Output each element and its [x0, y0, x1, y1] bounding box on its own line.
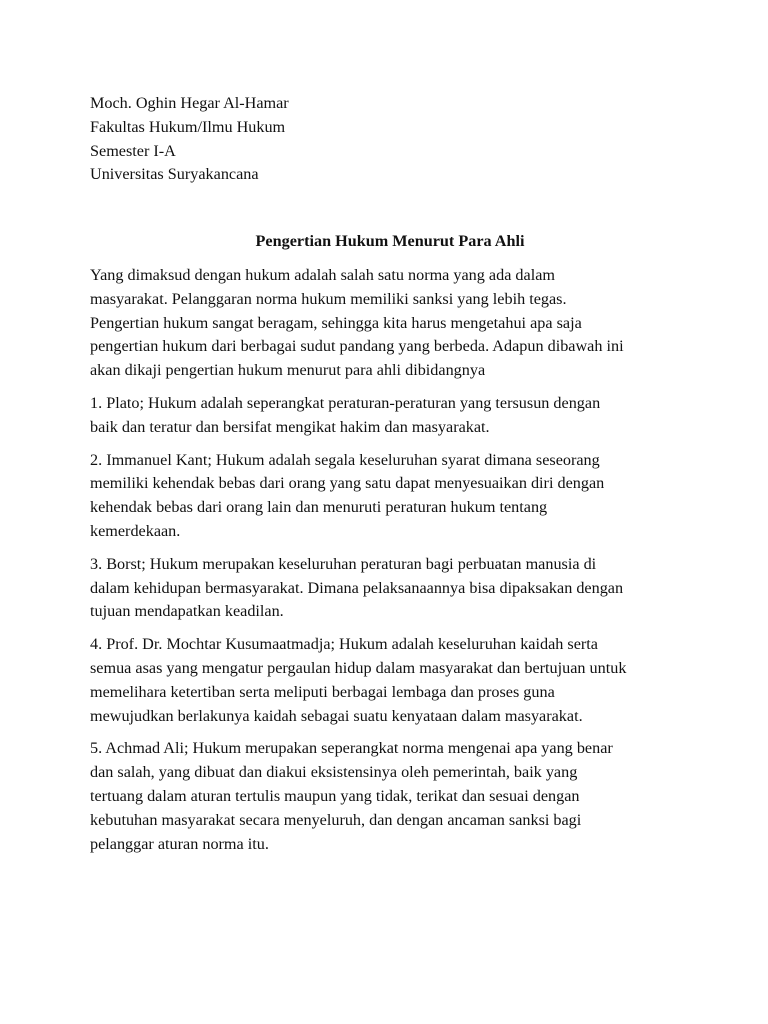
item-line: 1. Plato; Hukum adalah seperangkat peraturan-peraturan yang tersusun dengan: [90, 393, 601, 412]
item-line: memelihara ketertiban serta meliputi berbagai lembaga dan proses guna: [90, 682, 555, 701]
intro-line: Yang dimaksud dengan hukum adalah salah satu norma yang ada dalam: [90, 265, 555, 284]
author-name: Moch. Oghin Hegar Al-Hamar: [90, 94, 289, 112]
item-line: semua asas yang mengatur pergaulan hidup dalam masyarakat dan bertujuan untuk: [90, 658, 627, 677]
item-line: baik dan teratur dan bersifat mengikat hakim dan masyarakat.: [90, 417, 490, 436]
university-line: Universitas Suryakancana: [90, 165, 259, 184]
item-line: kemerdekaan.: [90, 521, 181, 540]
intro-paragraph: [90, 264, 690, 383]
definition-item-kusumaatmadja: [90, 633, 690, 728]
author-header: [90, 92, 690, 187]
definition-item-plato: [90, 392, 690, 440]
intro-line: akan dikaji pengertian hukum menurut para ahli dibidangnya: [90, 361, 486, 380]
item-line: memiliki kehendak bebas dari orang yang satu dapat menyesuaikan diri dengan: [90, 474, 605, 493]
intro-line: pengertian hukum dari berbagai sudut pandang yang berbeda. Adapun dibawah ini: [90, 337, 624, 356]
intro-line: Pengertian hukum sangat beragam, sehingga kita harus mengetahui apa saja: [90, 313, 582, 332]
definition-item-borst: [90, 553, 690, 624]
definition-item-kant: [90, 449, 690, 544]
document-title: Pengertian Hukum Menurut Para Ahli: [255, 232, 525, 251]
item-line: dalam kehidupan bermasyarakat. Dimana pelaksanaannya bisa dipaksakan dengan: [90, 578, 624, 597]
item-line: kebutuhan masyarakat secara menyeluruh, dan dengan ancaman sanksi bagi: [90, 810, 582, 829]
document-body: [90, 92, 690, 856]
item-line: kehendak bebas dari orang lain dan menuruti peraturan hukum tentang: [90, 498, 548, 517]
item-line: pelanggar aturan norma itu.: [90, 834, 269, 853]
intro-line: masyarakat. Pelanggaran norma hukum memiliki sanksi yang lebih tegas.: [90, 289, 567, 308]
item-line: mewujudkan berlakunya kaidah sebagai suatu kenyataan dalam masyarakat.: [90, 706, 583, 725]
item-line: tertuang dalam aturan tertulis maupun yang tidak, terikat dan sesuai dengan: [90, 786, 580, 805]
item-line: 4. Prof. Dr. Mochtar Kusumaatmadja; Hukum adalah keseluruhan kaidah serta: [90, 635, 598, 654]
faculty-line: Fakultas Hukum/Ilmu Hukum: [90, 117, 286, 136]
item-line: tujuan mendapatkan keadilan.: [90, 602, 284, 621]
item-line: 2. Immanuel Kant; Hukum adalah segala keseluruhan syarat dimana seseorang: [90, 450, 600, 469]
item-line: dan salah, yang dibuat dan diakui eksistensinya oleh pemerintah, baik yang: [90, 763, 578, 782]
item-line: 5. Achmad Ali; Hukum merupakan seperangkat norma mengenai apa yang benar: [90, 739, 613, 758]
definition-item-achmad-ali: [90, 737, 690, 856]
semester-line: Semester I-A: [90, 141, 176, 160]
item-line: 3. Borst; Hukum merupakan keseluruhan peraturan bagi perbuatan manusia di: [90, 554, 597, 573]
